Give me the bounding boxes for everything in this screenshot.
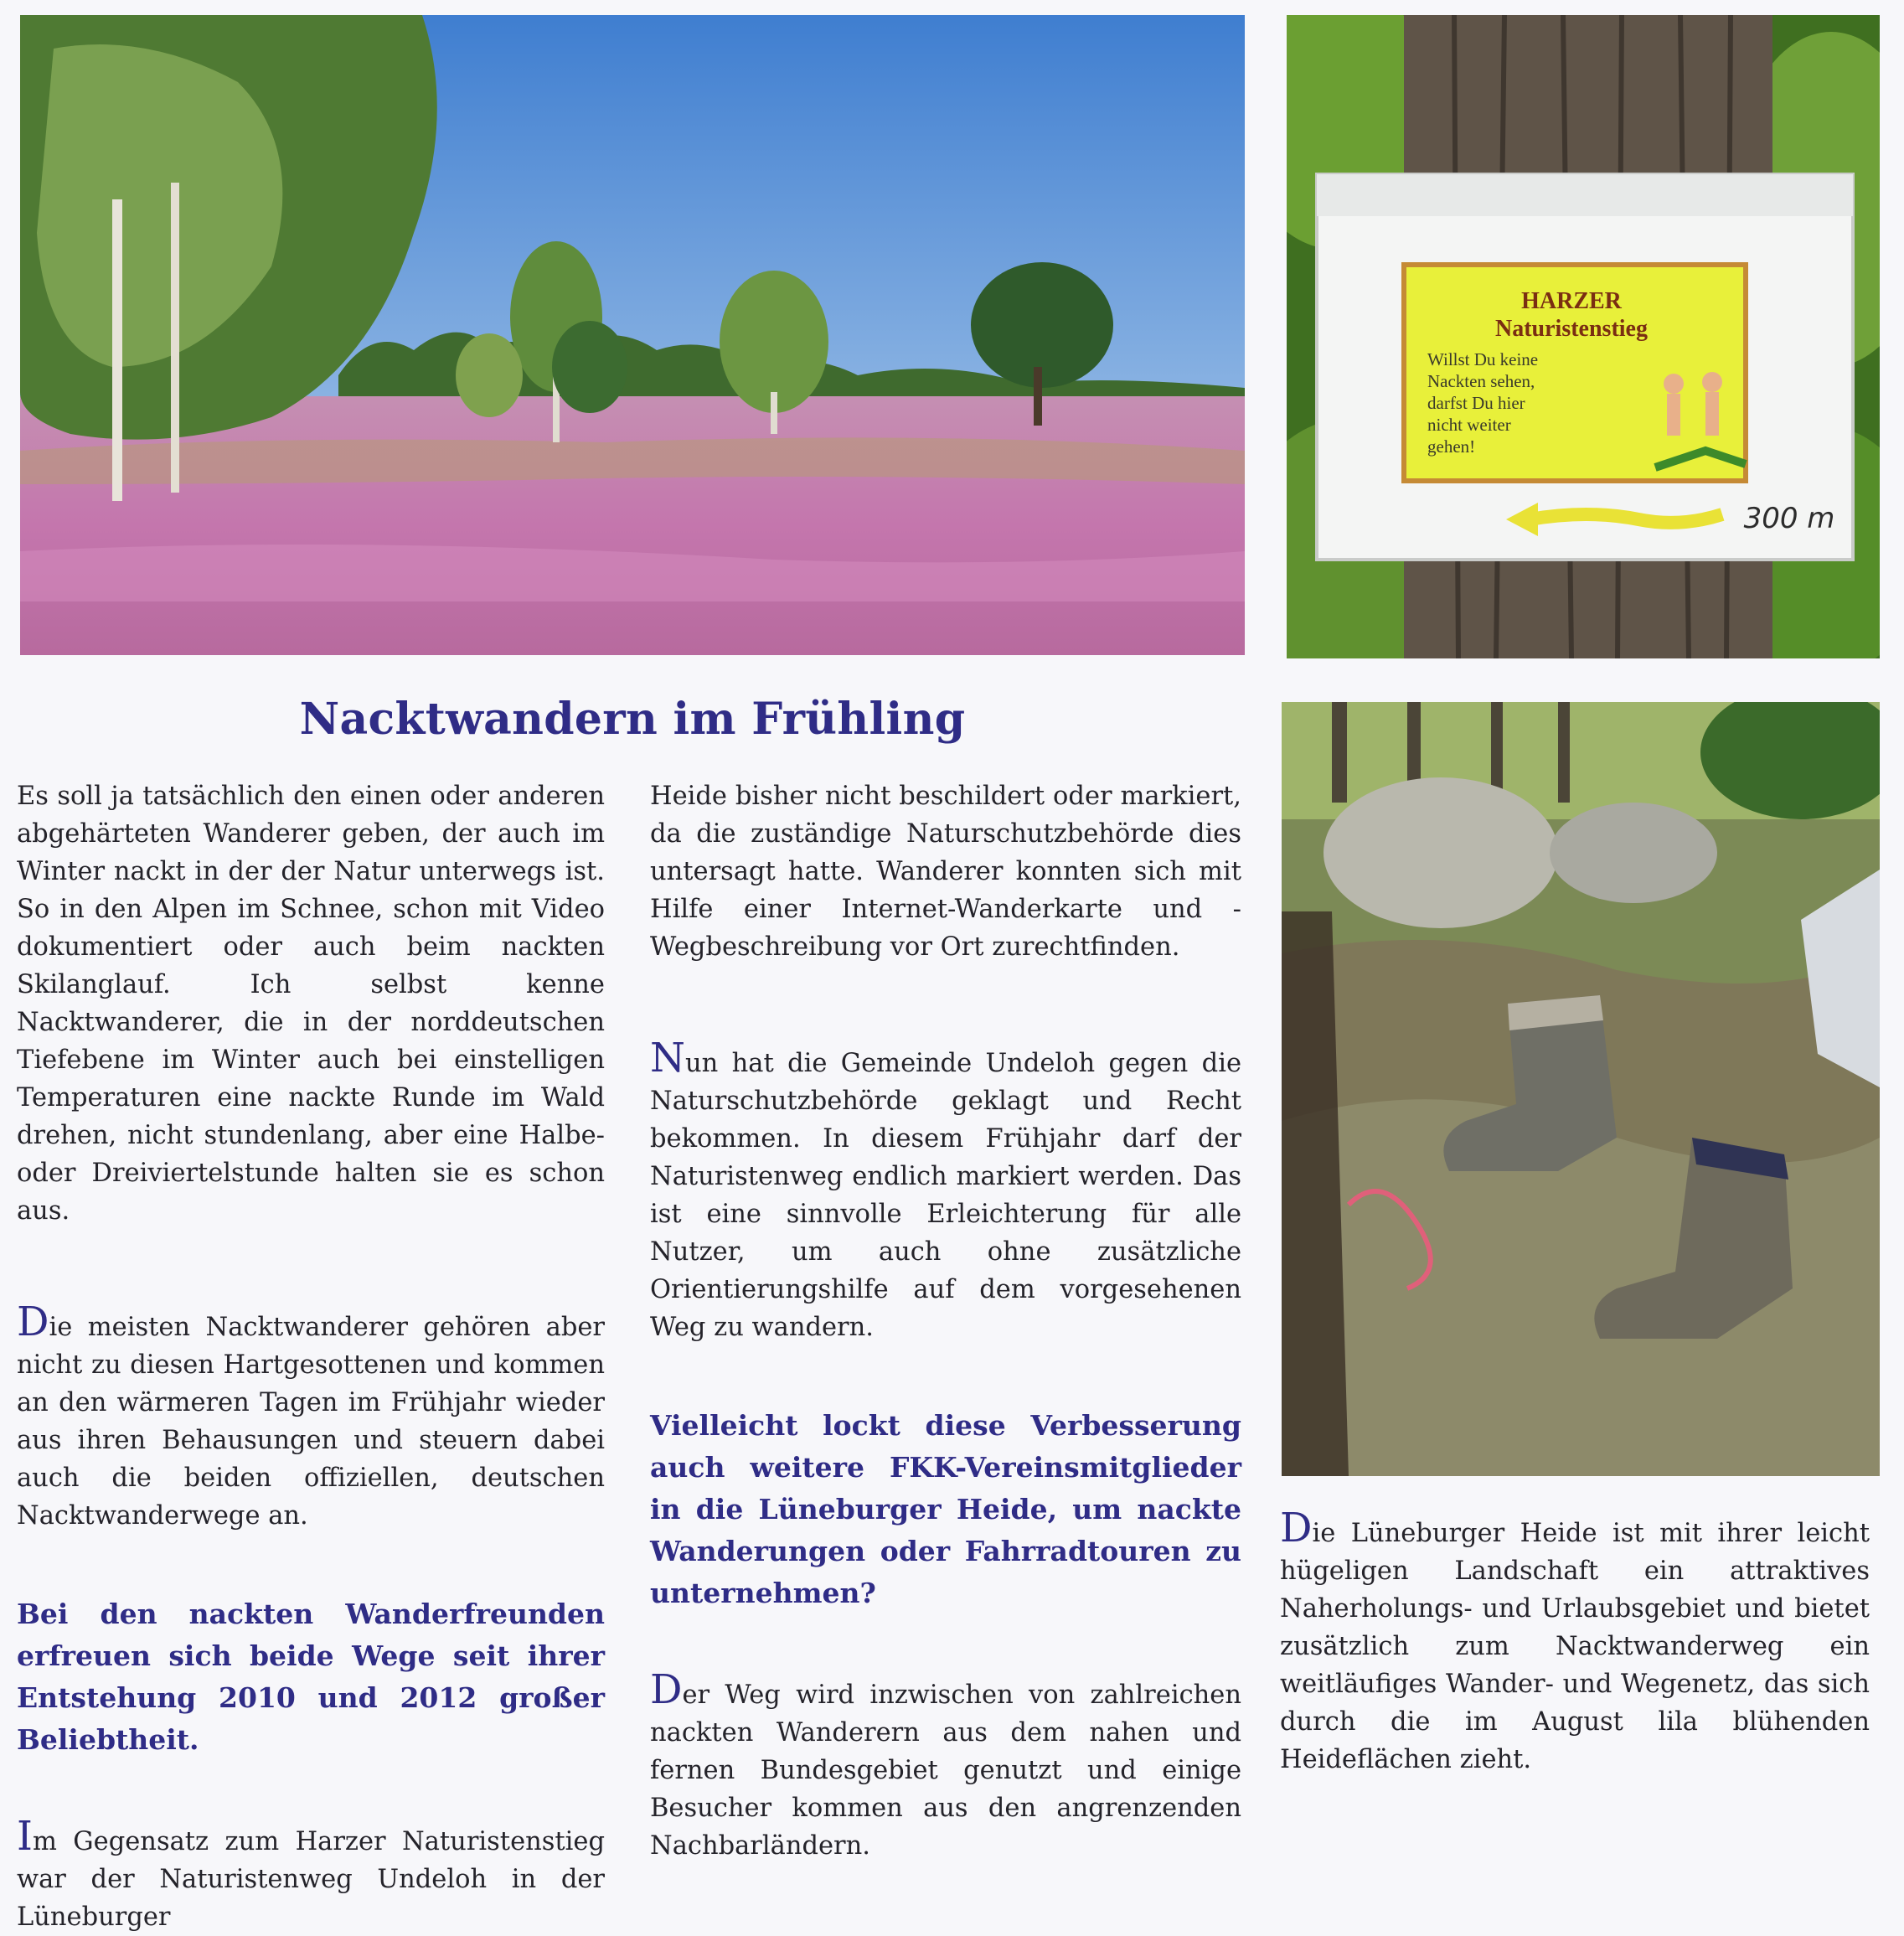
col2-paragraph-1: Heide bisher nicht beschildert oder markiert, da die zuständige Naturschutzbehörde dies untersagt hatte. Wanderer konnten sich mit Hilfe einer Internet-Wanderkarte und -Wegbeschreibung vor Ort zurechtfinden. [650, 782, 1241, 962]
col2-paragraph-2-text: un hat die Gemeinde Undeloh gegen die Naturschutzbehörde geklagt und Recht bekommen. In diesem Frühjahr darf der Naturistenweg endlich markiert werden. Das ist eine sinnvolle Erleichterung für alle Nutzer, um auch ohne zusätzliche Orientierungshilfe auf dem vorgesehenen Weg zu wandern. [650, 1049, 1241, 1342]
drop-cap: I [17, 1813, 33, 1860]
drop-cap: D [1280, 1505, 1313, 1551]
column-2 [650, 777, 1241, 1865]
col2-paragraph-3 [650, 1666, 1241, 1865]
col1-paragraph-3-text: m Gegensatz zum Harzer Naturistenstieg war der Naturistenweg Undeloh in der Lüneburger [17, 1827, 605, 1932]
col2-paragraph-3-text: er Weg wird inzwischen von zahlreichen nackten Wanderern aus dem nahen und fernen Bundesgebiet genutzt und einige Besucher kommen aus den angrenzenden Nachbarländern. [650, 1680, 1241, 1861]
col1-paragraph-2 [17, 1298, 605, 1535]
sign-line4: nicht weiter [1427, 415, 1511, 435]
col2-highlight: Vielleicht lockt diese Verbesserung auch weitere FKK-Vereinsmitglieder in die Lüneburger Heide, um nackte Wanderungen oder Fahrradtouren zu unternehmen? [650, 1409, 1241, 1609]
drop-cap: D [650, 1666, 683, 1713]
column-3 [1280, 1505, 1870, 1779]
article-title: Nacktwandern im Frühling [299, 694, 966, 745]
drop-cap: D [17, 1298, 49, 1345]
col1-paragraph-2-text: ie meisten Nacktwanderer gehören aber nicht zu diesen Hartgesottenen und kommen an den wärmeren Tagen im Frühjahr wieder aus ihren Behausungen und steuern dabei auch die beiden offiziellen, deutschen Nacktwanderwege an. [17, 1313, 605, 1531]
sign-line3: darfst Du hier [1427, 393, 1525, 413]
col1-highlight: Bei den nackten Wanderfreunden erfreuen sich beide Wege seit ihrer Entstehung 2010 und 2012 großer Beliebtheit. [17, 1598, 605, 1756]
col3-paragraph-1-text: ie Lüneburger Heide ist mit ihrer leicht hügeligen Landschaft ein attraktives Naherholungs- und Urlaubsgebiet und bietet zusätzlich zum Nacktwanderweg ein weitläufiges Wander- und Wegenetz, das sich durch die im August lila blühenden Heideflächen zieht. [1280, 1519, 1870, 1774]
sign-line5: gehen! [1427, 436, 1476, 457]
hiking-boots-photo [1282, 702, 1880, 1476]
col3-paragraph-1 [1280, 1505, 1870, 1779]
drop-cap: N [650, 1035, 685, 1082]
col1-paragraph-1: Es soll ja tatsächlich den einen oder anderen abgehärteten Wanderer geben, der auch im Winter nackt in der der Natur unterwegs ist. So in den Alpen im Schnee, schon mit Video dokumentiert oder auch beim nackten Skilanglauf. Ich selbst kenne Nacktwanderer, die in der norddeutschen Tiefebene im Winter auch bei einstelligen Temperaturen eine nackte Runde im Wald drehen, nicht stundenlang, aber eine Halbe- oder Dreiviertelstunde halten sie es schon aus. [17, 782, 605, 1226]
column-1 [17, 777, 605, 1936]
sign-title-line2: Naturistenstieg [1495, 316, 1648, 342]
col2-paragraph-2 [650, 1035, 1241, 1346]
col1-paragraph-3 [17, 1813, 605, 1936]
heath-landscape-photo [20, 15, 1245, 655]
sign-title-line1: HARZER [1521, 288, 1622, 314]
sign-line1: Willst Du keine [1427, 349, 1539, 369]
sign-line2: Nackten sehen, [1427, 371, 1535, 391]
naturist-trail-sign-photo [1287, 15, 1880, 658]
sign-distance: 300 m [1743, 502, 1835, 535]
